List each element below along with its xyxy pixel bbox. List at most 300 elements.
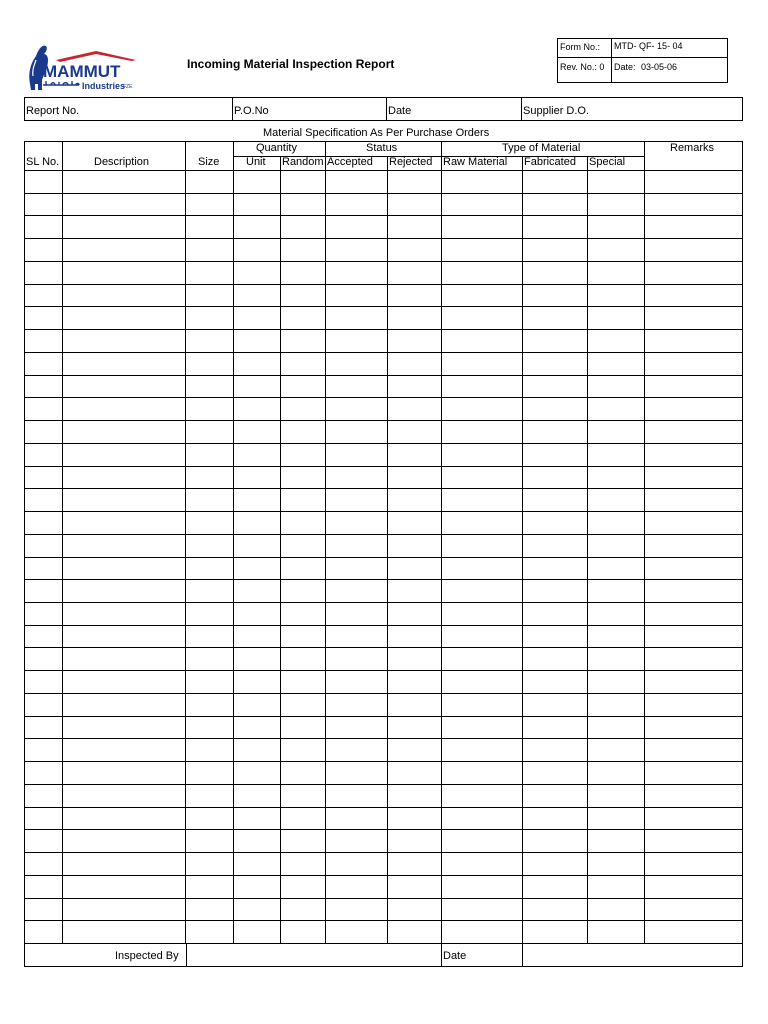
table-cell[interactable]: [281, 899, 325, 921]
table-cell[interactable]: [234, 489, 280, 511]
table-cell[interactable]: [523, 376, 587, 398]
table-cell[interactable]: [645, 467, 742, 489]
table-cell[interactable]: [588, 376, 644, 398]
table-cell[interactable]: [186, 739, 233, 761]
table-cell[interactable]: [326, 444, 387, 466]
table-cell[interactable]: [326, 467, 387, 489]
table-cell[interactable]: [186, 330, 233, 352]
table-cell[interactable]: [645, 535, 742, 557]
table-cell[interactable]: [645, 239, 742, 261]
table-cell[interactable]: [523, 512, 587, 534]
table-cell[interactable]: [234, 194, 280, 216]
table-cell[interactable]: [645, 353, 742, 375]
table-cell[interactable]: [645, 330, 742, 352]
table-cell[interactable]: [388, 603, 441, 625]
table-cell[interactable]: [388, 512, 441, 534]
table-cell[interactable]: [234, 671, 280, 693]
table-cell[interactable]: [523, 558, 587, 580]
table-cell[interactable]: [645, 421, 742, 443]
table-cell[interactable]: [645, 626, 742, 648]
table-cell[interactable]: [63, 830, 185, 852]
table-cell[interactable]: [523, 899, 587, 921]
table-cell[interactable]: [186, 785, 233, 807]
table-cell[interactable]: [442, 626, 522, 648]
table-cell[interactable]: [26, 671, 62, 693]
supplier-do-field[interactable]: Supplier D.O.: [523, 105, 590, 117]
table-cell[interactable]: [63, 785, 185, 807]
table-cell[interactable]: [588, 558, 644, 580]
table-cell[interactable]: [234, 717, 280, 739]
table-cell[interactable]: [234, 330, 280, 352]
table-cell[interactable]: [186, 512, 233, 534]
table-cell[interactable]: [588, 307, 644, 329]
table-cell[interactable]: [281, 921, 325, 943]
table-cell[interactable]: [523, 808, 587, 830]
table-cell[interactable]: [26, 899, 62, 921]
table-cell[interactable]: [645, 444, 742, 466]
table-cell[interactable]: [326, 421, 387, 443]
table-cell[interactable]: [326, 376, 387, 398]
table-cell[interactable]: [523, 467, 587, 489]
table-cell[interactable]: [588, 717, 644, 739]
table-cell[interactable]: [281, 535, 325, 557]
table-cell[interactable]: [63, 626, 185, 648]
table-cell[interactable]: [388, 444, 441, 466]
table-cell[interactable]: [388, 489, 441, 511]
table-cell[interactable]: [281, 239, 325, 261]
table-cell[interactable]: [326, 671, 387, 693]
table-cell[interactable]: [186, 921, 233, 943]
table-cell[interactable]: [26, 808, 62, 830]
table-cell[interactable]: [388, 739, 441, 761]
table-cell[interactable]: [63, 398, 185, 420]
table-cell[interactable]: [588, 580, 644, 602]
table-cell[interactable]: [326, 762, 387, 784]
table-cell[interactable]: [588, 489, 644, 511]
table-cell[interactable]: [63, 580, 185, 602]
table-cell[interactable]: [442, 739, 522, 761]
table-cell[interactable]: [186, 899, 233, 921]
table-cell[interactable]: [326, 899, 387, 921]
table-cell[interactable]: [442, 899, 522, 921]
table-cell[interactable]: [234, 626, 280, 648]
table-cell[interactable]: [442, 307, 522, 329]
table-cell[interactable]: [523, 603, 587, 625]
table-cell[interactable]: [281, 785, 325, 807]
table-cell[interactable]: [26, 535, 62, 557]
table-cell[interactable]: [186, 830, 233, 852]
table-cell[interactable]: [234, 558, 280, 580]
table-cell[interactable]: [63, 421, 185, 443]
table-cell[interactable]: [186, 444, 233, 466]
table-cell[interactable]: [388, 353, 441, 375]
table-cell[interactable]: [186, 808, 233, 830]
table-cell[interactable]: [326, 717, 387, 739]
table-cell[interactable]: [234, 808, 280, 830]
table-cell[interactable]: [326, 853, 387, 875]
table-cell[interactable]: [523, 330, 587, 352]
table-cell[interactable]: [523, 285, 587, 307]
table-cell[interactable]: [588, 353, 644, 375]
table-cell[interactable]: [234, 830, 280, 852]
table-cell[interactable]: [281, 262, 325, 284]
table-cell[interactable]: [281, 762, 325, 784]
table-cell[interactable]: [326, 558, 387, 580]
table-cell[interactable]: [645, 762, 742, 784]
table-cell[interactable]: [442, 216, 522, 238]
table-cell[interactable]: [281, 717, 325, 739]
table-cell[interactable]: [442, 512, 522, 534]
table-cell[interactable]: [26, 921, 62, 943]
table-cell[interactable]: [326, 876, 387, 898]
table-cell[interactable]: [186, 603, 233, 625]
table-cell[interactable]: [186, 671, 233, 693]
table-cell[interactable]: [26, 648, 62, 670]
table-cell[interactable]: [523, 580, 587, 602]
table-cell[interactable]: [388, 398, 441, 420]
table-cell[interactable]: [26, 762, 62, 784]
table-cell[interactable]: [442, 921, 522, 943]
table-cell[interactable]: [63, 808, 185, 830]
table-cell[interactable]: [588, 853, 644, 875]
table-cell[interactable]: [588, 398, 644, 420]
table-cell[interactable]: [645, 376, 742, 398]
table-cell[interactable]: [588, 467, 644, 489]
table-cell[interactable]: [588, 239, 644, 261]
table-cell[interactable]: [63, 694, 185, 716]
table-cell[interactable]: [326, 171, 387, 193]
table-cell[interactable]: [388, 558, 441, 580]
table-cell[interactable]: [388, 830, 441, 852]
table-cell[interactable]: [234, 285, 280, 307]
table-cell[interactable]: [281, 671, 325, 693]
table-cell[interactable]: [326, 694, 387, 716]
table-cell[interactable]: [26, 467, 62, 489]
table-cell[interactable]: [234, 512, 280, 534]
table-cell[interactable]: [588, 762, 644, 784]
table-cell[interactable]: [388, 853, 441, 875]
table-cell[interactable]: [523, 171, 587, 193]
table-cell[interactable]: [281, 580, 325, 602]
table-cell[interactable]: [388, 808, 441, 830]
table-cell[interactable]: [588, 648, 644, 670]
table-cell[interactable]: [442, 717, 522, 739]
table-cell[interactable]: [388, 648, 441, 670]
table-cell[interactable]: [234, 603, 280, 625]
table-cell[interactable]: [186, 171, 233, 193]
table-cell[interactable]: [588, 216, 644, 238]
table-cell[interactable]: [281, 216, 325, 238]
table-cell[interactable]: [281, 489, 325, 511]
table-cell[interactable]: [234, 171, 280, 193]
table-cell[interactable]: [281, 558, 325, 580]
table-cell[interactable]: [388, 899, 441, 921]
table-cell[interactable]: [645, 171, 742, 193]
table-cell[interactable]: [281, 603, 325, 625]
table-cell[interactable]: [234, 376, 280, 398]
table-cell[interactable]: [63, 876, 185, 898]
table-cell[interactable]: [186, 535, 233, 557]
table-cell[interactable]: [63, 467, 185, 489]
table-cell[interactable]: [442, 171, 522, 193]
table-cell[interactable]: [234, 353, 280, 375]
table-cell[interactable]: [326, 921, 387, 943]
table-cell[interactable]: [442, 398, 522, 420]
table-cell[interactable]: [26, 626, 62, 648]
table-cell[interactable]: [281, 626, 325, 648]
table-cell[interactable]: [326, 535, 387, 557]
table-cell[interactable]: [326, 512, 387, 534]
table-cell[interactable]: [588, 921, 644, 943]
table-cell[interactable]: [388, 762, 441, 784]
table-cell[interactable]: [186, 762, 233, 784]
table-cell[interactable]: [234, 580, 280, 602]
table-cell[interactable]: [326, 830, 387, 852]
table-cell[interactable]: [645, 558, 742, 580]
table-cell[interactable]: [442, 853, 522, 875]
table-cell[interactable]: [523, 876, 587, 898]
table-cell[interactable]: [523, 262, 587, 284]
table-cell[interactable]: [645, 648, 742, 670]
table-cell[interactable]: [326, 580, 387, 602]
table-cell[interactable]: [281, 648, 325, 670]
table-cell[interactable]: [388, 421, 441, 443]
table-cell[interactable]: [523, 717, 587, 739]
table-cell[interactable]: [234, 694, 280, 716]
table-cell[interactable]: [281, 853, 325, 875]
table-cell[interactable]: [326, 262, 387, 284]
table-cell[interactable]: [186, 376, 233, 398]
table-cell[interactable]: [326, 216, 387, 238]
table-cell[interactable]: [442, 467, 522, 489]
table-cell[interactable]: [234, 216, 280, 238]
table-cell[interactable]: [588, 171, 644, 193]
table-cell[interactable]: [645, 603, 742, 625]
table-cell[interactable]: [63, 285, 185, 307]
table-cell[interactable]: [326, 330, 387, 352]
table-cell[interactable]: [388, 671, 441, 693]
table-cell[interactable]: [442, 239, 522, 261]
table-cell[interactable]: [523, 421, 587, 443]
table-cell[interactable]: [588, 512, 644, 534]
report-no-field[interactable]: Report No.: [26, 105, 80, 117]
table-cell[interactable]: [442, 785, 522, 807]
po-no-field[interactable]: P.O.No: [234, 105, 269, 117]
table-cell[interactable]: [281, 694, 325, 716]
table-cell[interactable]: [645, 512, 742, 534]
table-cell[interactable]: [63, 262, 185, 284]
table-cell[interactable]: [588, 876, 644, 898]
table-cell[interactable]: [26, 830, 62, 852]
table-cell[interactable]: [645, 307, 742, 329]
table-cell[interactable]: [234, 444, 280, 466]
table-cell[interactable]: [388, 194, 441, 216]
table-cell[interactable]: [645, 194, 742, 216]
table-cell[interactable]: [442, 194, 522, 216]
table-cell[interactable]: [186, 648, 233, 670]
table-cell[interactable]: [26, 444, 62, 466]
table-cell[interactable]: [388, 307, 441, 329]
table-cell[interactable]: [388, 262, 441, 284]
table-cell[interactable]: [234, 467, 280, 489]
table-cell[interactable]: [388, 467, 441, 489]
table-cell[interactable]: [281, 376, 325, 398]
table-cell[interactable]: [645, 694, 742, 716]
table-cell[interactable]: [281, 353, 325, 375]
table-cell[interactable]: [281, 194, 325, 216]
table-cell[interactable]: [645, 921, 742, 943]
table-cell[interactable]: [186, 558, 233, 580]
table-cell[interactable]: [523, 921, 587, 943]
table-cell[interactable]: [442, 444, 522, 466]
table-cell[interactable]: [281, 421, 325, 443]
table-cell[interactable]: [326, 489, 387, 511]
table-cell[interactable]: [388, 876, 441, 898]
table-cell[interactable]: [523, 239, 587, 261]
table-cell[interactable]: [26, 421, 62, 443]
table-cell[interactable]: [388, 171, 441, 193]
table-cell[interactable]: [588, 262, 644, 284]
table-cell[interactable]: [645, 489, 742, 511]
table-cell[interactable]: [26, 853, 62, 875]
table-cell[interactable]: [645, 717, 742, 739]
table-cell[interactable]: [281, 285, 325, 307]
table-cell[interactable]: [281, 330, 325, 352]
table-cell[interactable]: [234, 239, 280, 261]
table-cell[interactable]: [442, 376, 522, 398]
table-cell[interactable]: [186, 398, 233, 420]
table-cell[interactable]: [26, 171, 62, 193]
table-cell[interactable]: [588, 330, 644, 352]
table-cell[interactable]: [234, 535, 280, 557]
table-cell[interactable]: [388, 717, 441, 739]
table-cell[interactable]: [63, 330, 185, 352]
table-cell[interactable]: [26, 353, 62, 375]
table-cell[interactable]: [234, 421, 280, 443]
table-cell[interactable]: [26, 739, 62, 761]
table-cell[interactable]: [63, 717, 185, 739]
table-cell[interactable]: [645, 899, 742, 921]
table-cell[interactable]: [442, 558, 522, 580]
table-cell[interactable]: [281, 876, 325, 898]
table-cell[interactable]: [63, 512, 185, 534]
table-cell[interactable]: [26, 512, 62, 534]
table-cell[interactable]: [234, 785, 280, 807]
table-cell[interactable]: [26, 717, 62, 739]
table-cell[interactable]: [523, 626, 587, 648]
table-cell[interactable]: [645, 216, 742, 238]
table-cell[interactable]: [186, 262, 233, 284]
table-cell[interactable]: [234, 921, 280, 943]
table-cell[interactable]: [645, 830, 742, 852]
table-cell[interactable]: [63, 535, 185, 557]
table-cell[interactable]: [523, 648, 587, 670]
table-cell[interactable]: [26, 694, 62, 716]
table-cell[interactable]: [588, 421, 644, 443]
table-cell[interactable]: [63, 921, 185, 943]
table-cell[interactable]: [645, 785, 742, 807]
table-cell[interactable]: [588, 739, 644, 761]
table-cell[interactable]: [26, 262, 62, 284]
table-cell[interactable]: [326, 239, 387, 261]
table-cell[interactable]: [281, 307, 325, 329]
table-cell[interactable]: [442, 830, 522, 852]
table-cell[interactable]: [442, 421, 522, 443]
table-cell[interactable]: [326, 785, 387, 807]
table-cell[interactable]: [523, 785, 587, 807]
table-cell[interactable]: [645, 285, 742, 307]
table-cell[interactable]: [63, 648, 185, 670]
table-cell[interactable]: [186, 580, 233, 602]
table-cell[interactable]: [26, 285, 62, 307]
table-cell[interactable]: [186, 216, 233, 238]
table-cell[interactable]: [588, 535, 644, 557]
table-cell[interactable]: [234, 899, 280, 921]
table-cell[interactable]: [645, 853, 742, 875]
table-cell[interactable]: [326, 353, 387, 375]
table-cell[interactable]: [63, 671, 185, 693]
table-cell[interactable]: [442, 489, 522, 511]
table-cell[interactable]: [388, 535, 441, 557]
table-cell[interactable]: [645, 671, 742, 693]
table-cell[interactable]: [645, 398, 742, 420]
table-cell[interactable]: [645, 876, 742, 898]
table-cell[interactable]: [26, 580, 62, 602]
table-cell[interactable]: [442, 876, 522, 898]
table-cell[interactable]: [234, 398, 280, 420]
table-cell[interactable]: [26, 330, 62, 352]
table-cell[interactable]: [186, 307, 233, 329]
table-cell[interactable]: [523, 853, 587, 875]
table-cell[interactable]: [63, 603, 185, 625]
table-cell[interactable]: [281, 444, 325, 466]
table-cell[interactable]: [588, 603, 644, 625]
table-cell[interactable]: [63, 762, 185, 784]
table-cell[interactable]: [442, 262, 522, 284]
table-cell[interactable]: [588, 899, 644, 921]
table-cell[interactable]: [186, 353, 233, 375]
table-cell[interactable]: [523, 398, 587, 420]
table-cell[interactable]: [63, 376, 185, 398]
table-cell[interactable]: [63, 899, 185, 921]
table-cell[interactable]: [26, 216, 62, 238]
table-cell[interactable]: [186, 467, 233, 489]
table-cell[interactable]: [588, 785, 644, 807]
table-cell[interactable]: [26, 558, 62, 580]
table-cell[interactable]: [186, 876, 233, 898]
footer-date-field[interactable]: [523, 944, 743, 966]
table-cell[interactable]: [442, 285, 522, 307]
table-cell[interactable]: [63, 216, 185, 238]
table-cell[interactable]: [63, 239, 185, 261]
table-cell[interactable]: [234, 739, 280, 761]
table-cell[interactable]: [26, 194, 62, 216]
table-cell[interactable]: [523, 535, 587, 557]
table-cell[interactable]: [281, 467, 325, 489]
table-cell[interactable]: [388, 239, 441, 261]
table-cell[interactable]: [186, 194, 233, 216]
table-cell[interactable]: [523, 489, 587, 511]
table-cell[interactable]: [281, 830, 325, 852]
table-cell[interactable]: [388, 785, 441, 807]
table-cell[interactable]: [442, 353, 522, 375]
table-cell[interactable]: [388, 694, 441, 716]
table-cell[interactable]: [326, 603, 387, 625]
table-cell[interactable]: [388, 580, 441, 602]
table-cell[interactable]: [388, 376, 441, 398]
table-cell[interactable]: [645, 739, 742, 761]
report-date-field[interactable]: Date: [388, 105, 412, 117]
